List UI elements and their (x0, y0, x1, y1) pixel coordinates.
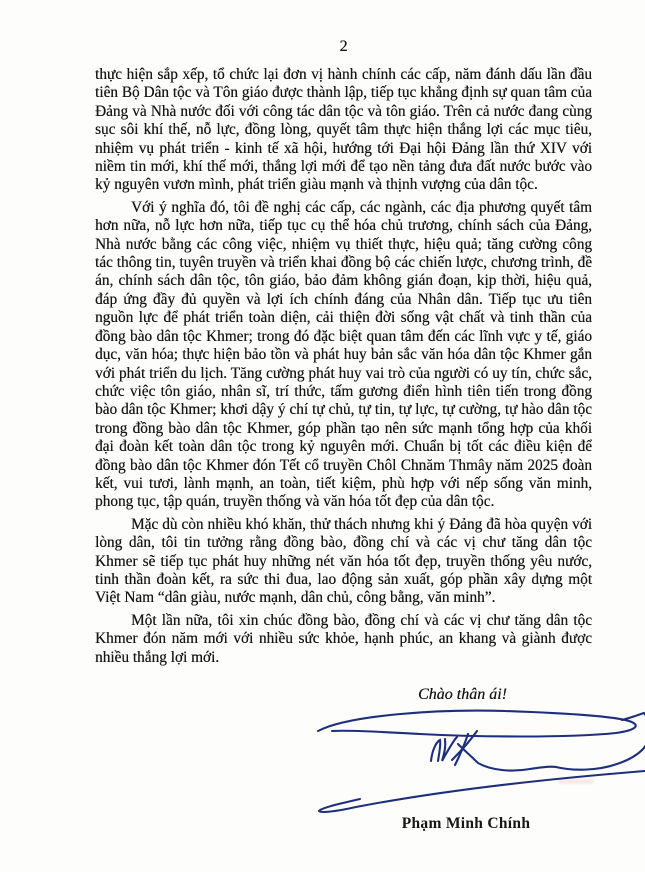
signer-name: Phạm Minh Chính (401, 815, 531, 832)
signature-stroke (556, 713, 645, 770)
body-paragraph: Mặc dù còn nhiều khó khăn, thử thách nhưng khi ý Đảng đã hòa quyện với lòng dân, tôi tin tưởng rằng đồng bào, đồng chí và các vị chư tăng dân tộc Khmer sẽ tiếp tục phát huy những nét văn hóa tốt đẹp, truyền thống yêu nước, tinh thần đoàn kết, ra sức thi đua, lao động sản xuất, góp phần xây dựng một Việt Nam “dân giàu, nước mạnh, dân chủ, công bằng, văn minh”. (95, 515, 592, 607)
body-paragraph: Với ý nghĩa đó, tôi đề nghị các cấp, các ngành, các địa phương quyết tâm hơn nữa, nỗ lực hơn nữa, tiếp tục cụ thể hóa chủ trương, chính sách của Đảng, Nhà nước bằng các công việc, nhiệm vụ thiết thực, hiệu quả; tăng cường công tác thông tin, tuyên truyền và triển khai đồng bộ các chiến lược, chương trình, đề án, chính sách dân tộc, tôn giáo, bảo đảm không gián đoạn, kịp thời, hiệu quả, đáp ứng đầy đủ quyền và lợi ích chính đáng của Nhân dân. Tiếp tục ưu tiên nguồn lực để phát triển toàn diện, cải thiện đời sống vật chất và tinh thần của đồng bào dân tộc Khmer; trong đó đặc biệt quan tâm đến các lĩnh vực y tế, giáo dục, văn hóa; thực hiện bảo tồn và phát huy bản sắc văn hóa dân tộc Khmer gắn với phát triển du lịch. Tăng cường phát huy vai trò của người có uy tín, chức sắc, chức việc tôn giáo, nhân sĩ, trí thức, tấm gương điển hình tiên tiến trong đồng bào dân tộc Khmer; khơi dậy ý chí tự chủ, tự tin, tự lực, tự cường, tự hào dân tộc trong đồng bào dân tộc Khmer, góp phần tạo nên sức mạnh tổng hợp của khối đại đoàn kết toàn dân tộc trong kỷ nguyên mới. Chuẩn bị tốt các điều kiện để đồng bào dân tộc Khmer đón Tết cổ truyền Chôl Chnăm Thmây năm 2025 đoàn kết, vui tươi, lành mạnh, an toàn, tiết kiệm, phù hợp với nếp sống văn minh, phong tục, tập quán, truyền thống và văn hóa tốt đẹp của dân tộc. (95, 198, 592, 511)
signature-stroke (318, 711, 636, 737)
closing-salutation: Chào thân ái! (418, 686, 507, 703)
signature-stroke (452, 731, 477, 760)
body-paragraph: Một lần nữa, tôi xin chúc đồng bào, đồng chí và các vị chư tăng dân tộc Khmer đón năm mới với nhiều sức khỏe, hạnh phúc, an khang và giành được nhiều thắng lợi mới. (95, 611, 592, 666)
signature-stroke (319, 771, 645, 812)
body-paragraph: thực hiện sắp xếp, tổ chức lại đơn vị hành chính các cấp, năm đánh dấu lần đầu tiên Bộ Dân tộc và Tôn giáo được thành lập, tiếp tục khẳng định sự quan tâm của Đảng và Nhà nước đối với công tác dân tộc và tôn giáo. Trên cả nước đang cùng sục sôi khí thế, nỗ lực, đồng lòng, quyết tâm thực hiện thắng lợi các mục tiêu, nhiệm vụ phát triển - kinh tế xã hội, hướng tới Đại hội Đảng lần thứ XIV với niềm tin mới, khí thế mới, thắng lợi mới để tạo nền tảng đưa đất nước bước vào kỷ nguyên vươn mình, phát triển giàu mạnh và thịnh vượng của dân tộc. (95, 66, 592, 194)
signature-stroke (442, 737, 457, 761)
scan-artifact (558, 779, 594, 784)
letter-body (95, 66, 592, 667)
page-number: 2 (339, 38, 348, 55)
signature-stroke (458, 744, 556, 771)
signature-stroke (455, 734, 468, 765)
signature-stroke (431, 740, 440, 761)
